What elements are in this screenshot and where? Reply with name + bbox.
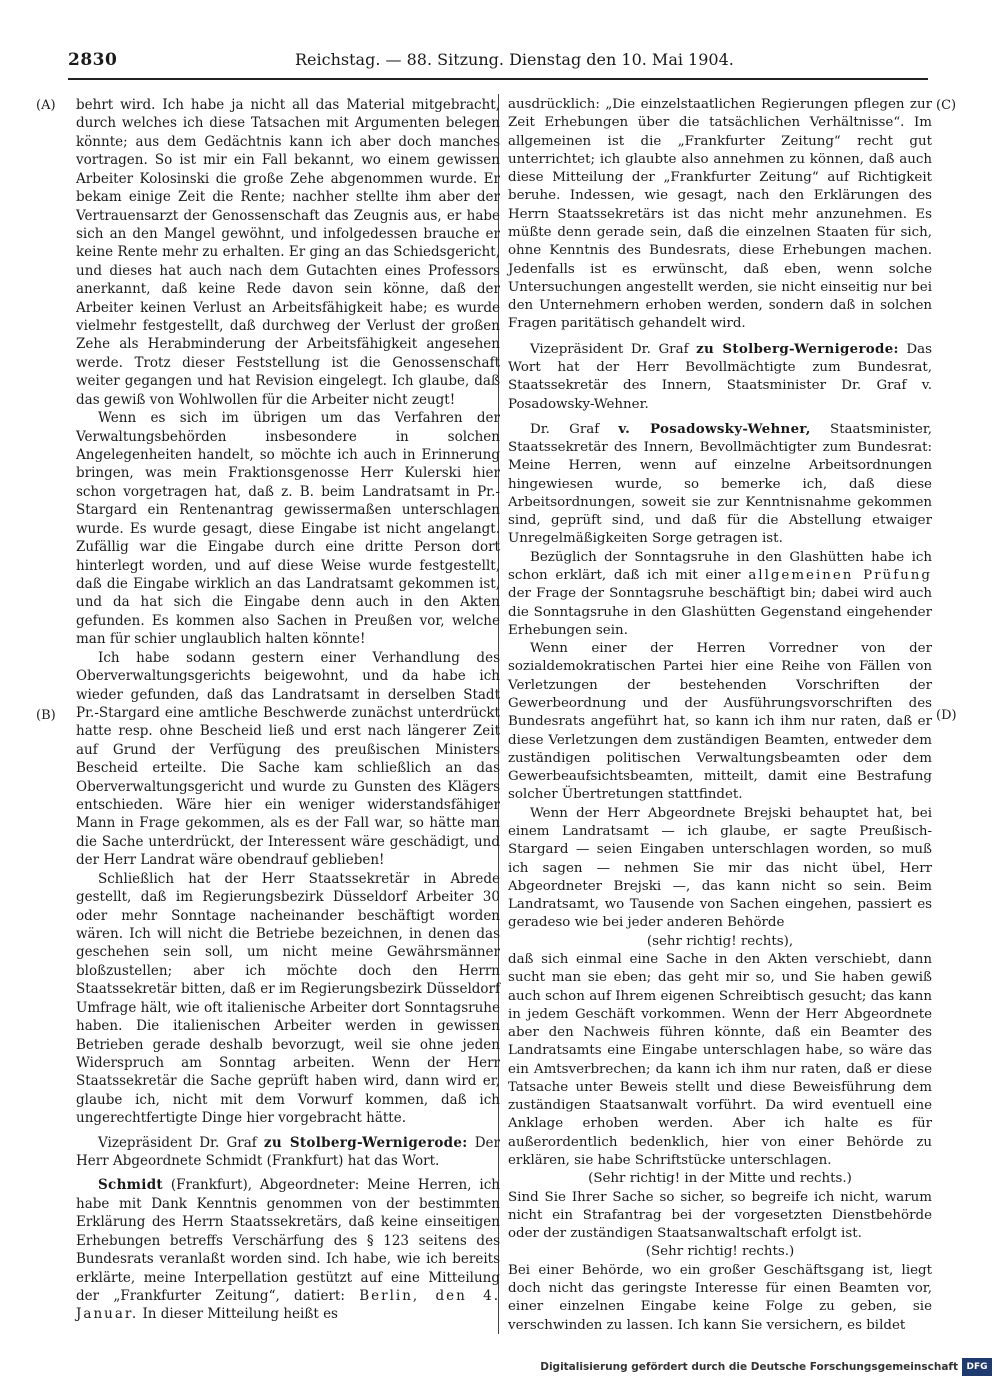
running-title: Reichstag. — 88. Sitzung. Dienstag den 10. Mai 1904.	[295, 50, 734, 69]
page-footer	[0, 1355, 1000, 1383]
speaker-name: v. Posadowsky-Wehner,	[618, 420, 811, 437]
speaker-paragraph	[76, 1176, 500, 1323]
footer-credit: Digitalisierung gefördert durch die Deutsche Forschungsgemeinschaft	[540, 1361, 958, 1373]
left-column	[76, 96, 500, 1324]
paragraph: Wenn einer der Herren Vorredner von der sozialdemokratischen Partei hier eine Reihe von Fällen von Verletzungen der bestehenden Vorschriften der Gewerbeordnung und der Ausführungsvorschriften des Bundesrats angeführt hat, so kann ich ihm nur raten, daß er diese Verletzungen dem zuständigen Beamten, entweder dem zuständigen politischen Verwaltungsbeamten oder dem Gewerbeaufsichtsbeamten, mitteilt, damit eine Bestrafung solcher Übertretungen stattfindet.	[508, 641, 932, 803]
speaker-title: Vizepräsident Dr. Graf	[98, 1134, 264, 1151]
paragraph: Ich habe sodann gestern einer Verhandlung des Oberverwaltungsgerichts beigewohnt, und da habe ich wieder gefunden, daß das Landratsamt in derselben Stadt Pr.-Stargard eine amtliche Beschwerde zunächst unterdrückt hatte resp. ohne Bescheid ließ und erst nach längerer Zeit auf Grund der Verfügung des preußischen Ministers Bescheid erteilte. Die Sache kam schließlich an das Oberverwaltungsgericht und wurde zu Gunsten des Klägers entschieden. Wäre hier ein weniger widerstandsfähiger Mann in Frage gekommen, als es der Fall war, so hätte man die Sache unterdrückt, der Interessent wäre geschädigt, und der Herr Landrat wäre obendrauf geblieben!	[76, 649, 500, 869]
speaker-name: Schmidt	[98, 1177, 163, 1194]
paragraph: Bei einer Behörde, wo ein großer Geschäftsgang ist, liegt doch nicht das geringste Interesse für einen Beamten vor, einer einzelnen Eingabe keine Folge zu geben, sie verschwinden zu lassen. Ich kann Sie versichern, es bildet	[508, 1262, 932, 1333]
paragraph: behrt wird. Ich habe ja nicht all das Material mitgebracht, durch welches ich diese Tatsachen mit Argumenten belegen könnte; aus dem Gedächtnis kann ich aber doch manches vortragen. So ist mir ein Fall bekannt, wo einem gewissen Arbeiter Kolosinski die große Zehe abgenommen wurde. Er bekam einige Zeit die Rente; nachher stellte ihm aber der Vertrauensarzt der Genossenschaft das Zeugnis aus, er habe sich an den Mangel gewöhnt, und infolgedessen brauche er keine Rente mehr zu erhalten. Er ging an das Schiedsgericht, und dieses hat auch nach dem Gutachten eines Professors anerkannt, daß keine Rede davon sein könne, daß der Arbeiter keinen Verlust an Arbeitsfähigkeit habe; es wurde vielmehr festgestellt, daß durchweg der Verlust der großen Zehe als Herabminderung der Arbeitsfähigkeit angesehen werde. Trotz dieser Feststellung ist die Genossenschaft weiter gegangen und hat Revision eingelegt. Ich glaube, daß das gewiß von Wohlwollen für die Arbeiter nicht zeugt!	[76, 97, 500, 408]
paragraph-text: Bezüglich der Sonntagsruhe in den Glashütten habe ich schon erklärt, daß ich mit einer	[508, 549, 932, 584]
speaker-paragraph	[508, 420, 932, 549]
page-number: 2830	[68, 50, 118, 70]
interjection: (Sehr richtig! rechts.)	[645, 1244, 795, 1260]
paragraph-text: der Frage der Sonntagsruhe beschäftigt bin; dabei wird auch die Sonntagsruhe in den Glashütten Gegenstand eingehender Erhebungen sein.	[508, 586, 932, 638]
header-rule	[68, 78, 928, 80]
paragraph: ausdrücklich: „Die einzelstaatlichen Regierungen pflegen zur Zeit Erhebungen über die tatsächlichen Verhältnisse“. Im allgemeinen ist die „Frankfurter Zeitung“ recht gut unterrichtet; ich glaubte also annehmen zu können, daß auch diese Mitteilung der „Frankfurter Zeitung“ auf Richtigkeit beruhe. Indessen, wie gesagt, nach den Erklärungen des Herrn Staatssekretärs ist das nicht mehr anzunehmen. Es müßte denn gerade sein, daß die einzelnen Staaten für sich, ohne Kenntnis des Bundesrats, diese Erhebungen machen. Jedenfalls ist es erwünscht, daß eben, wenn solche Untersuchungen angestellt werden, sie nicht einseitig nur bei den Unternehmern erhoben werden, sondern daß in solchen Fragen paritätisch gehandelt wird.	[508, 97, 932, 332]
paragraph: Wenn es sich im übrigen um das Verfahren der Verwaltungsbehörden insbesondere in solchen Angelegenheiten handelt, so möchte ich auch in Erinnerung bringen, was mein Fraktionsgenosse Herr Kulerski hier schon vorgetragen hat, daß z. B. beim Landratsamt in Pr.-Stargard ein Rentenantrag gewissermaßen unterschlagen wurde. Es wurde gesagt, diese Eingabe ist nicht angelangt. Zufällig war die Eingabe durch eine dritte Person dort hinterlegt worden, und auf diese Weise wurde festgestellt, daß die Eingabe wirklich an das Landratsamt gekommen ist, und da hat sich die Eingabe denn auch in den Akten gefunden. Es kommen also Sachen in Preußen vor, welche man für schier unglaublich halten könnte!	[76, 410, 500, 648]
speaker-name: zu Stolberg-Wernigerode:	[263, 1134, 468, 1151]
paragraph: Schließlich hat der Herr Staatssekretär in Abrede gestellt, daß im Regierungsbezirk Düsseldorf Arbeiter 30 oder mehr Sonntage nacheinander beschäftigt worden wären. Ich will nicht die Betriebe bezeichnen, in denen das geschehen sein soll, um nicht meine Gewährsmänner bloßzustellen; aber ich möchte doch den Herrn Staatssekretär bitten, daß er im Regierungsbezirk Düsseldorf Umfrage hält, wie oft italienische Arbeiter dort Sonntagsruhe haben. Die italienischen Arbeiter werden in gewissen Betrieben gerade deshalb bevorzugt, weil sie ohne jeden Widerspruch am Sonntag arbeiten. Wenn der Herr Staatssekretär die Sache geprüft haben wird, dann wird er, glaube ich, nicht mit dem Vorwurf kommen, daß ich ungerechtfertigte Dinge hier vorgebracht hätte.	[76, 870, 500, 1127]
paragraph: daß sich einmal eine Sache in den Akten verschiebt, dann sucht man sie eben; das geht mir so, und Sie haben gewiß auch schon auf Ihrem eigenen Schreibtisch gesucht; das kann in jedem Geschäft vorkommen. Wenn der Herr Abgeordnete aber den Nachweis führen könnte, daß ein Beamter des Landratsamts eine Eingabe unterschlagen habe, so wäre das ein Amtsverbrechen; da kann ich ihm nur raten, daß er diese Tatsache unter Beweis stellt und diese Beweisführung dem zuständigen Staatsanwalt vorführt. Da wird eventuell eine Anklage erhoben werden. Aber ich halte es für außerordentlich bedenklich, hier von einer Behörde zu erklären, sie habe Schriftstücke unterschlagen.	[508, 951, 932, 1169]
margin-marker-a: (A)	[36, 98, 56, 113]
speaker-title: Vizepräsident Dr. Graf	[530, 341, 697, 357]
interjection: (sehr richtig! rechts),	[646, 933, 794, 949]
margin-marker-d: (D)	[936, 708, 957, 723]
speaker-text: Staatsminister, Staatssekretär des Innern, Bevollmächtigter zum Bundesrat: Meine Herren, wenn auf einzelne Arbeitsordnungen hingewiesen wurde, so bemerke ich, daß diese Arbeitsordnungen, soweit sie zur Kenntnisnahme gekommen sind, geprüft sind, und daß für die Abstellung etwaiger Unregelmäßigkeiten Sorge getragen ist.	[508, 421, 932, 547]
speaker-paragraph	[76, 1134, 500, 1171]
right-column	[508, 96, 932, 1335]
paragraph: Wenn der Herr Abgeordnete Brejski behauptet hat, bei einem Landratsamt — ich glaube, er sagte Preußisch-Stargard — seien Eingaben unterschlagen worden, so muß ich sagen — nehmen Sie mir das nicht übel, Herr Abgeordneter Brejski —, das kann nicht so sein. Beim Landratsamt, wo Tausende von Sachen eingehen, passiert es geradeso wie bei jeder anderen Behörde	[508, 805, 932, 931]
margin-marker-c: (C)	[936, 98, 957, 113]
speaker-title: Dr. Graf	[530, 421, 619, 437]
emphasis: allgemeinen Prüfung	[748, 568, 932, 584]
speaker-text: In dieser Mitteilung heißt es	[138, 1306, 338, 1323]
page-header	[0, 0, 1000, 100]
margin-marker-b: (B)	[36, 708, 56, 723]
speaker-paragraph	[508, 340, 932, 414]
dateline: Berlin, den 4. Januar.	[76, 1288, 501, 1323]
speaker-name: zu Stolberg-Wernigerode:	[696, 340, 899, 357]
speaker-text: (Frankfurt), Abgeordneter: Meine Herren, ich habe mit Dank Kenntnis genommen von der bestimmten Erklärung des Herrn Staatssekretärs, daß keine einseitigen Erhebungen betreffs Verschärfung des § 123 seitens des Bundesrats veranlaßt worden sind. Ich habe, wie ich bereits erklärte, meine Interpellation gestützt auf eine Mitteilung der „Frankfurter Zeitung“, datiert:	[76, 1177, 500, 1304]
dfg-logo: DFG	[962, 1358, 992, 1376]
paragraph	[508, 549, 932, 640]
paragraph: Sind Sie Ihrer Sache so sicher, so begreife ich nicht, warum nicht ein Strafantrag bei der vorgesetzten Dienstbehörde oder der zuständigen Staatsanwaltschaft erfolgt ist.	[508, 1189, 932, 1242]
interjection: (Sehr richtig! in der Mitte und rechts.)	[588, 1171, 852, 1187]
speaker-text: Das Wort hat der Herr Bevollmächtigte zum Bundesrat, Staatssekretär des Innern, Staatsminister Dr. Graf v. Posadowsky-Wehner.	[508, 341, 932, 412]
speaker-text: Der Herr Abgeordnete Schmidt (Frankfurt) hat das Wort.	[76, 1134, 500, 1170]
